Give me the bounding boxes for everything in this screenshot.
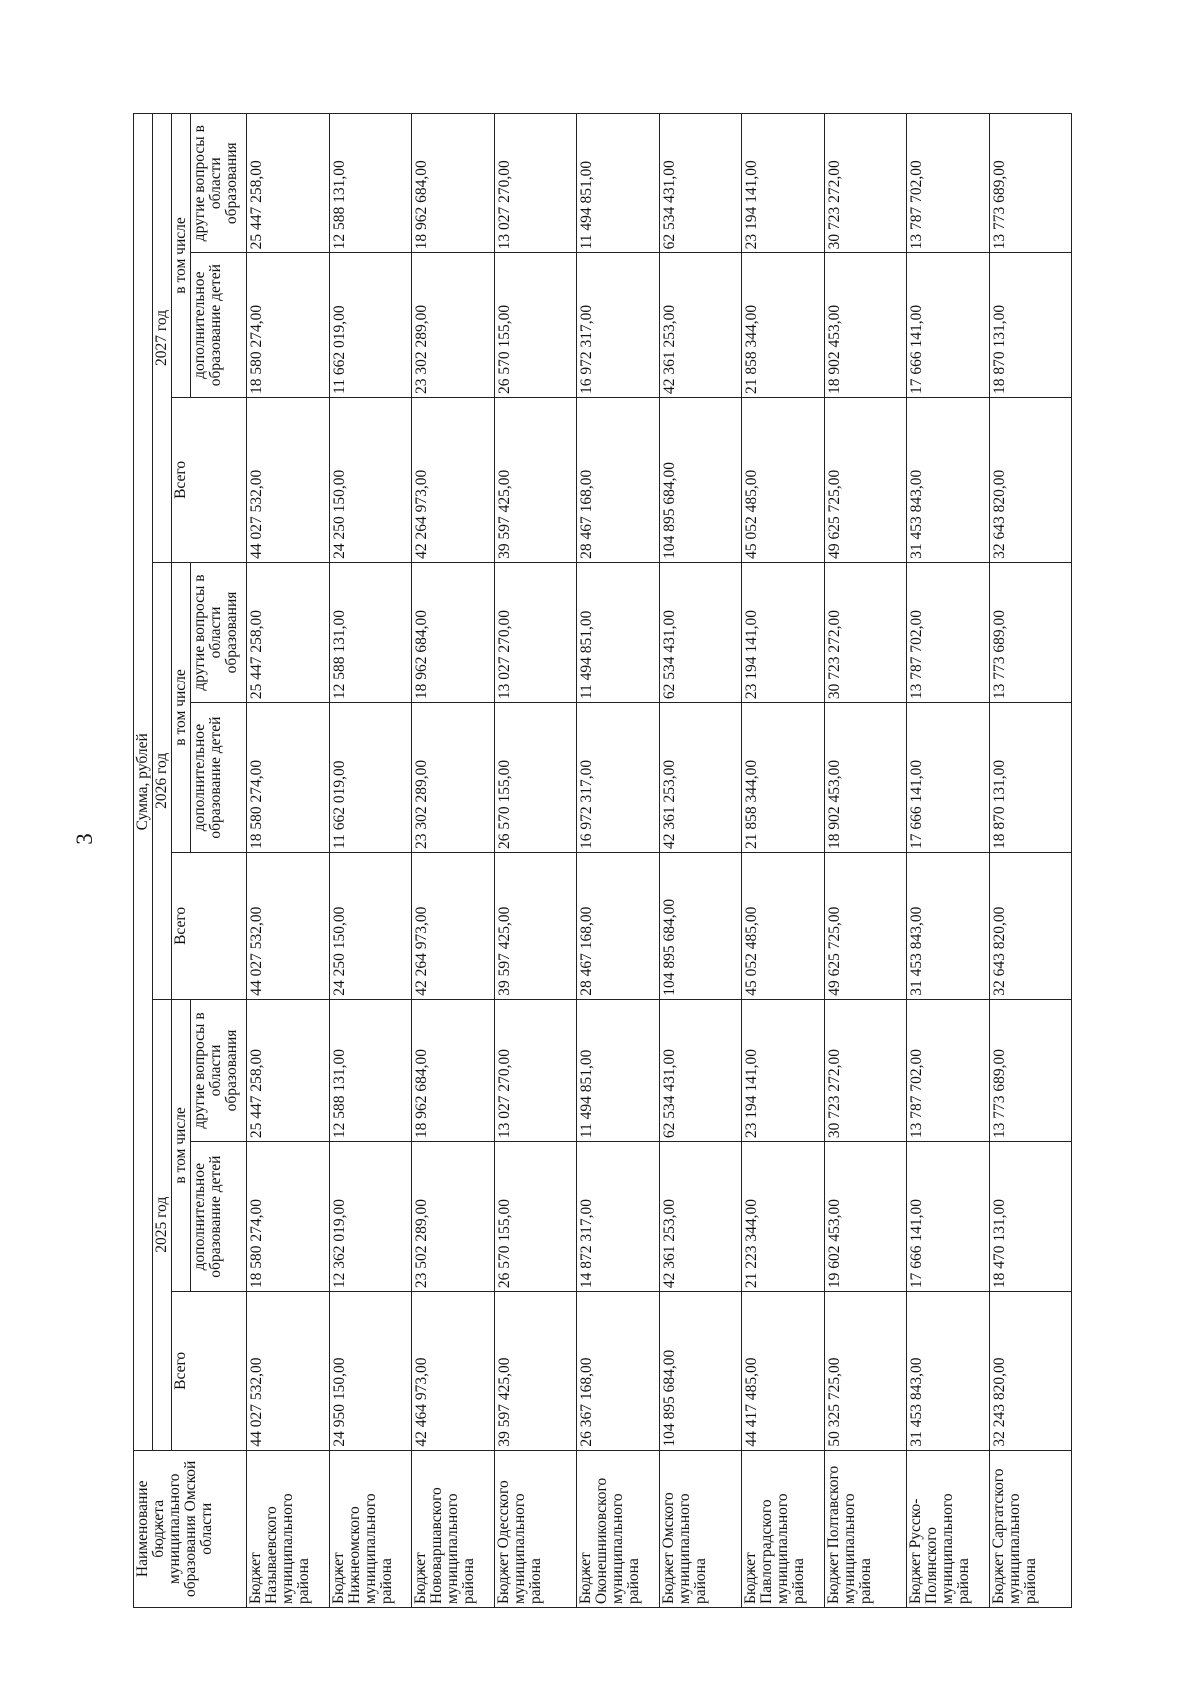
table-row bbox=[412, 114, 495, 1608]
page-number: 3 bbox=[72, 833, 97, 845]
row-name: Бюджет Нововаршавского муниципального района bbox=[412, 1450, 495, 1607]
cell-value: 104 895 684,00 bbox=[659, 853, 742, 1000]
cell-value: 62 534 431,00 bbox=[659, 562, 742, 702]
cell-value: 42 361 253,00 bbox=[659, 1142, 742, 1292]
cell-value: 50 325 725,00 bbox=[824, 1292, 907, 1450]
header-other-q-2027: другие вопросы в области образования bbox=[191, 114, 247, 253]
cell-value: 16 972 317,00 bbox=[577, 703, 660, 853]
header-year-2026: 2026 год bbox=[153, 562, 172, 999]
cell-value: 17 666 141,00 bbox=[907, 1142, 990, 1292]
cell-value: 24 250 150,00 bbox=[329, 397, 412, 562]
cell-value: 11 662 019,00 bbox=[329, 703, 412, 853]
cell-value: 62 534 431,00 bbox=[659, 114, 742, 253]
cell-value: 18 470 131,00 bbox=[989, 1142, 1072, 1292]
row-name: Бюджет Павлоградского муниципального района bbox=[742, 1450, 825, 1607]
cell-value: 49 625 725,00 bbox=[824, 397, 907, 562]
header-year-2025: 2025 год bbox=[153, 999, 172, 1450]
table-row bbox=[659, 114, 742, 1608]
cell-value: 17 666 141,00 bbox=[907, 703, 990, 853]
cell-value: 13 787 702,00 bbox=[907, 114, 990, 253]
cell-value: 14 872 317,00 bbox=[577, 1142, 660, 1292]
header-in-total-2026: в том числе bbox=[172, 562, 191, 852]
cell-value: 26 367 168,00 bbox=[577, 1292, 660, 1450]
table-row bbox=[577, 114, 660, 1608]
cell-value: 32 243 820,00 bbox=[989, 1292, 1072, 1450]
table-row bbox=[742, 114, 825, 1608]
row-name: Бюджет Полтавского муниципального района bbox=[824, 1450, 907, 1607]
cell-value: 11 494 851,00 bbox=[577, 562, 660, 702]
cell-value: 21 223 344,00 bbox=[742, 1142, 825, 1292]
cell-value: 25 447 258,00 bbox=[247, 114, 330, 253]
cell-value: 12 588 131,00 bbox=[329, 114, 412, 253]
table-row bbox=[329, 114, 412, 1608]
row-name: Бюджет Нижнеомского муниципального района bbox=[329, 1450, 412, 1607]
cell-value: 44 027 532,00 bbox=[247, 853, 330, 1000]
cell-value: 23 302 289,00 bbox=[412, 253, 495, 398]
row-name: Бюджет Саргатского муниципального района bbox=[989, 1450, 1072, 1607]
cell-value: 13 773 689,00 bbox=[989, 562, 1072, 702]
cell-value: 24 250 150,00 bbox=[329, 853, 412, 1000]
table-row bbox=[247, 114, 330, 1608]
cell-value: 19 602 453,00 bbox=[824, 1142, 907, 1292]
table-row bbox=[907, 114, 990, 1608]
header-sum-title: Сумма, рублей bbox=[134, 114, 153, 1451]
header-extra-ed-2027: дополнительное образование детей bbox=[191, 253, 247, 398]
header-other-q-2025: другие вопросы в области образования bbox=[191, 999, 247, 1141]
cell-value: 23 194 141,00 bbox=[742, 999, 825, 1141]
cell-value: 31 453 843,00 bbox=[907, 1292, 990, 1450]
cell-value: 16 972 317,00 bbox=[577, 253, 660, 398]
cell-value: 18 870 131,00 bbox=[989, 703, 1072, 853]
cell-value: 39 597 425,00 bbox=[494, 1292, 577, 1450]
cell-value: 23 302 289,00 bbox=[412, 703, 495, 853]
cell-value: 11 494 851,00 bbox=[577, 114, 660, 253]
cell-value: 44 417 485,00 bbox=[742, 1292, 825, 1450]
budget-table bbox=[133, 113, 1072, 1608]
cell-value: 18 580 274,00 bbox=[247, 1142, 330, 1292]
cell-value: 28 467 168,00 bbox=[577, 853, 660, 1000]
header-in-total-2027: в том числе bbox=[172, 114, 191, 398]
header-name-col: Наименование бюджета муниципального образования Омской области bbox=[134, 1450, 247, 1607]
cell-value: 13 773 689,00 bbox=[989, 114, 1072, 253]
cell-value: 21 858 344,00 bbox=[742, 703, 825, 853]
cell-value: 11 662 019,00 bbox=[329, 253, 412, 398]
rotated-table-container bbox=[133, 113, 1072, 1608]
cell-value: 23 502 289,00 bbox=[412, 1142, 495, 1292]
row-name: Бюджет Русско-Полянского муниципального района bbox=[907, 1450, 990, 1607]
cell-value: 23 194 141,00 bbox=[742, 562, 825, 702]
cell-value: 26 570 155,00 bbox=[494, 253, 577, 398]
cell-value: 13 787 702,00 bbox=[907, 562, 990, 702]
cell-value: 44 027 532,00 bbox=[247, 1292, 330, 1450]
cell-value: 28 467 168,00 bbox=[577, 397, 660, 562]
cell-value: 13 773 689,00 bbox=[989, 999, 1072, 1141]
cell-value: 18 962 684,00 bbox=[412, 114, 495, 253]
cell-value: 23 194 141,00 bbox=[742, 114, 825, 253]
cell-value: 26 570 155,00 bbox=[494, 1142, 577, 1292]
cell-value: 17 666 141,00 bbox=[907, 253, 990, 398]
cell-value: 44 027 532,00 bbox=[247, 397, 330, 562]
cell-value: 18 902 453,00 bbox=[824, 253, 907, 398]
cell-value: 24 950 150,00 bbox=[329, 1292, 412, 1450]
cell-value: 25 447 258,00 bbox=[247, 562, 330, 702]
row-name: Бюджет Омского муниципального района bbox=[659, 1450, 742, 1607]
cell-value: 42 464 973,00 bbox=[412, 1292, 495, 1450]
cell-value: 45 052 485,00 bbox=[742, 853, 825, 1000]
cell-value: 104 895 684,00 bbox=[659, 1292, 742, 1450]
header-in-total-2025: в том числе bbox=[172, 999, 191, 1291]
cell-value: 12 588 131,00 bbox=[329, 999, 412, 1141]
table-row bbox=[824, 114, 907, 1608]
cell-value: 30 723 272,00 bbox=[824, 114, 907, 253]
cell-value: 62 534 431,00 bbox=[659, 999, 742, 1141]
row-name: Бюджет Оконешниковского муниципального района bbox=[577, 1450, 660, 1607]
cell-value: 42 264 973,00 bbox=[412, 853, 495, 1000]
header-extra-ed-2025: дополнительное образование детей bbox=[191, 1142, 247, 1292]
cell-value: 49 625 725,00 bbox=[824, 853, 907, 1000]
cell-value: 13 027 270,00 bbox=[494, 562, 577, 702]
cell-value: 26 570 155,00 bbox=[494, 703, 577, 853]
cell-value: 18 580 274,00 bbox=[247, 703, 330, 853]
cell-value: 45 052 485,00 bbox=[742, 397, 825, 562]
cell-value: 42 361 253,00 bbox=[659, 253, 742, 398]
cell-value: 30 723 272,00 bbox=[824, 562, 907, 702]
cell-value: 42 264 973,00 bbox=[412, 397, 495, 562]
header-total-2025: Всего bbox=[172, 1292, 247, 1450]
cell-value: 13 027 270,00 bbox=[494, 999, 577, 1141]
header-total-2027: Всего bbox=[172, 397, 247, 562]
table-row bbox=[494, 114, 577, 1608]
cell-value: 12 362 019,00 bbox=[329, 1142, 412, 1292]
header-total-2026: Всего bbox=[172, 853, 247, 1000]
cell-value: 25 447 258,00 bbox=[247, 999, 330, 1141]
cell-value: 32 643 820,00 bbox=[989, 853, 1072, 1000]
cell-value: 18 962 684,00 bbox=[412, 562, 495, 702]
table-row bbox=[989, 114, 1072, 1608]
cell-value: 13 027 270,00 bbox=[494, 114, 577, 253]
cell-value: 30 723 272,00 bbox=[824, 999, 907, 1141]
row-name: Бюджет Одесского муниципального района bbox=[494, 1450, 577, 1607]
cell-value: 18 870 131,00 bbox=[989, 253, 1072, 398]
cell-value: 31 453 843,00 bbox=[907, 853, 990, 1000]
cell-value: 21 858 344,00 bbox=[742, 253, 825, 398]
row-name: Бюджет Называевского муниципального района bbox=[247, 1450, 330, 1607]
cell-value: 32 643 820,00 bbox=[989, 397, 1072, 562]
cell-value: 42 361 253,00 bbox=[659, 703, 742, 853]
header-other-q-2026: другие вопросы в области образования bbox=[191, 562, 247, 702]
cell-value: 39 597 425,00 bbox=[494, 853, 577, 1000]
header-year-2027: 2027 год bbox=[153, 114, 172, 563]
cell-value: 31 453 843,00 bbox=[907, 397, 990, 562]
header-extra-ed-2026: дополнительное образование детей bbox=[191, 703, 247, 853]
cell-value: 104 895 684,00 bbox=[659, 397, 742, 562]
cell-value: 18 902 453,00 bbox=[824, 703, 907, 853]
cell-value: 13 787 702,00 bbox=[907, 999, 990, 1141]
cell-value: 18 580 274,00 bbox=[247, 253, 330, 398]
cell-value: 39 597 425,00 bbox=[494, 397, 577, 562]
cell-value: 12 588 131,00 bbox=[329, 562, 412, 702]
cell-value: 11 494 851,00 bbox=[577, 999, 660, 1141]
cell-value: 18 962 684,00 bbox=[412, 999, 495, 1141]
